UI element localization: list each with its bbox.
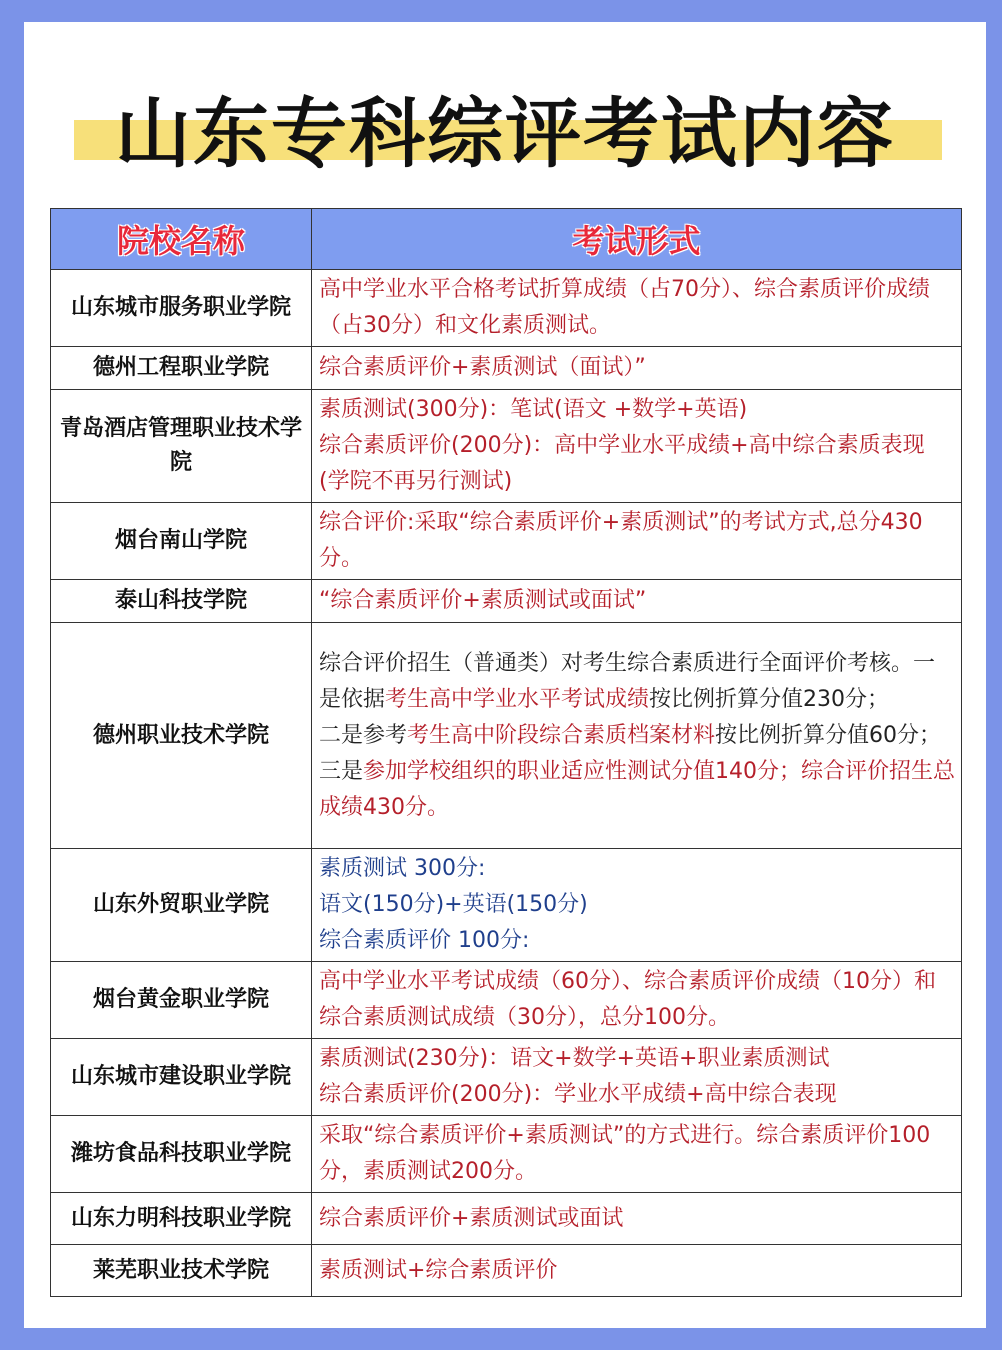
exam-format-segment: 按比例折算分值230分； bbox=[649, 686, 890, 712]
title-wrap bbox=[24, 84, 986, 184]
header-school-name: 院校名称 bbox=[51, 209, 312, 270]
school-name: 山东城市服务职业学院 bbox=[51, 270, 312, 347]
school-name: 德州职业技术学院 bbox=[51, 623, 312, 849]
table-row bbox=[51, 347, 962, 390]
exam-format-line: 综合素质评价+素质测试或面试 bbox=[319, 1205, 624, 1231]
table-row bbox=[51, 1116, 962, 1193]
table-row bbox=[51, 580, 962, 623]
exam-format-line: 综合素质评价+素质测试（面试）” bbox=[319, 355, 646, 380]
school-name: 山东城市建设职业学院 bbox=[51, 1039, 312, 1116]
exam-format-segment: 考生高中阶段综合素质档案材料 bbox=[407, 722, 716, 748]
school-name: 山东力明科技职业学院 bbox=[51, 1193, 312, 1245]
exam-format-segment: 考生高中学业水平考试成绩 bbox=[385, 686, 650, 712]
exam-format bbox=[312, 962, 962, 1039]
exam-format bbox=[312, 580, 962, 623]
school-name: 德州工程职业学院 bbox=[51, 347, 312, 390]
table-row bbox=[51, 849, 962, 962]
table-row bbox=[51, 962, 962, 1039]
table-header-row bbox=[51, 209, 962, 270]
exam-format-line: 高中学业水平合格考试折算成绩（占70分）、综合素质评价成绩（占30分）和文化素质测试。 bbox=[319, 277, 930, 338]
school-name: 山东外贸职业学院 bbox=[51, 849, 312, 962]
exam-format-segment: 按比例折算分值60分；三是 bbox=[319, 722, 942, 784]
exam-format bbox=[312, 1245, 962, 1297]
table-row bbox=[51, 1193, 962, 1245]
table-row bbox=[51, 1039, 962, 1116]
exam-format-line: 素质测试+综合素质评价 bbox=[319, 1257, 558, 1283]
exam-format-line: 采取“综合素质评价+素质测试”的方式进行。综合素质评价100分，素质测试200分。 bbox=[319, 1123, 931, 1184]
exam-format-line: 素质测试(300分)：笔试(语文 +数学+英语) bbox=[319, 397, 748, 422]
exam-format-line: 素质测试(230分)：语文+数学+英语+职业素质测试 bbox=[319, 1046, 830, 1071]
exam-format-line: 高中学业水平考试成绩（60分）、综合素质评价成绩（10分）和综合素质测试成绩（30分），总分100分。 bbox=[319, 969, 936, 1030]
exam-format-line: 语文(150分)+英语(150分) bbox=[319, 892, 588, 917]
exam-format bbox=[312, 849, 962, 962]
exam-format bbox=[312, 503, 962, 580]
school-name: 烟台黄金职业学院 bbox=[51, 962, 312, 1039]
table-row bbox=[51, 270, 962, 347]
table-row bbox=[51, 503, 962, 580]
exam-table bbox=[50, 208, 962, 1297]
exam-format bbox=[312, 390, 962, 503]
exam-format-line: “综合素质评价+素质测试或面试” bbox=[319, 588, 647, 613]
school-name: 莱芜职业技术学院 bbox=[51, 1245, 312, 1297]
poster-card bbox=[24, 22, 986, 1328]
exam-format-line: 综合评价:采取“综合素质评价+素质测试”的考试方式,总分430分。 bbox=[319, 510, 923, 571]
exam-format bbox=[312, 623, 962, 849]
header-exam-format: 考试形式 bbox=[312, 209, 962, 270]
exam-format bbox=[312, 1039, 962, 1116]
school-name: 青岛酒店管理职业技术学院 bbox=[51, 390, 312, 503]
exam-format bbox=[312, 347, 962, 390]
exam-format-segment: 二是参考 bbox=[319, 722, 408, 748]
exam-format-line: 综合素质评价 100分: bbox=[319, 928, 530, 953]
table-row bbox=[51, 1245, 962, 1297]
exam-format-line: 综合素质评价(200分)：学业水平成绩+高中综合表现 bbox=[319, 1082, 837, 1107]
page-title: 山东专科综评考试内容 bbox=[115, 89, 895, 178]
exam-format-line: 综合素质评价(200分)：高中学业水平成绩+高中综合素质表现(学院不再另行测试) bbox=[319, 433, 925, 494]
table-body bbox=[51, 270, 962, 1297]
table-row bbox=[51, 390, 962, 503]
exam-format-line: 素质测试 300分: bbox=[319, 856, 486, 881]
school-name: 泰山科技学院 bbox=[51, 580, 312, 623]
exam-format bbox=[312, 270, 962, 347]
school-name: 烟台南山学院 bbox=[51, 503, 312, 580]
school-name: 潍坊食品科技职业学院 bbox=[51, 1116, 312, 1193]
exam-format bbox=[312, 1193, 962, 1245]
table-row bbox=[51, 623, 962, 849]
exam-format bbox=[312, 1116, 962, 1193]
exam-format-segment: 参加学校组织的职业适应性测试分值140分；综合评价招生总成绩430分。 bbox=[319, 758, 956, 820]
exam-format-segment: 综合评价招生（普通类）对考生综合素质进行全面评价考核。一是依据 bbox=[319, 650, 936, 712]
